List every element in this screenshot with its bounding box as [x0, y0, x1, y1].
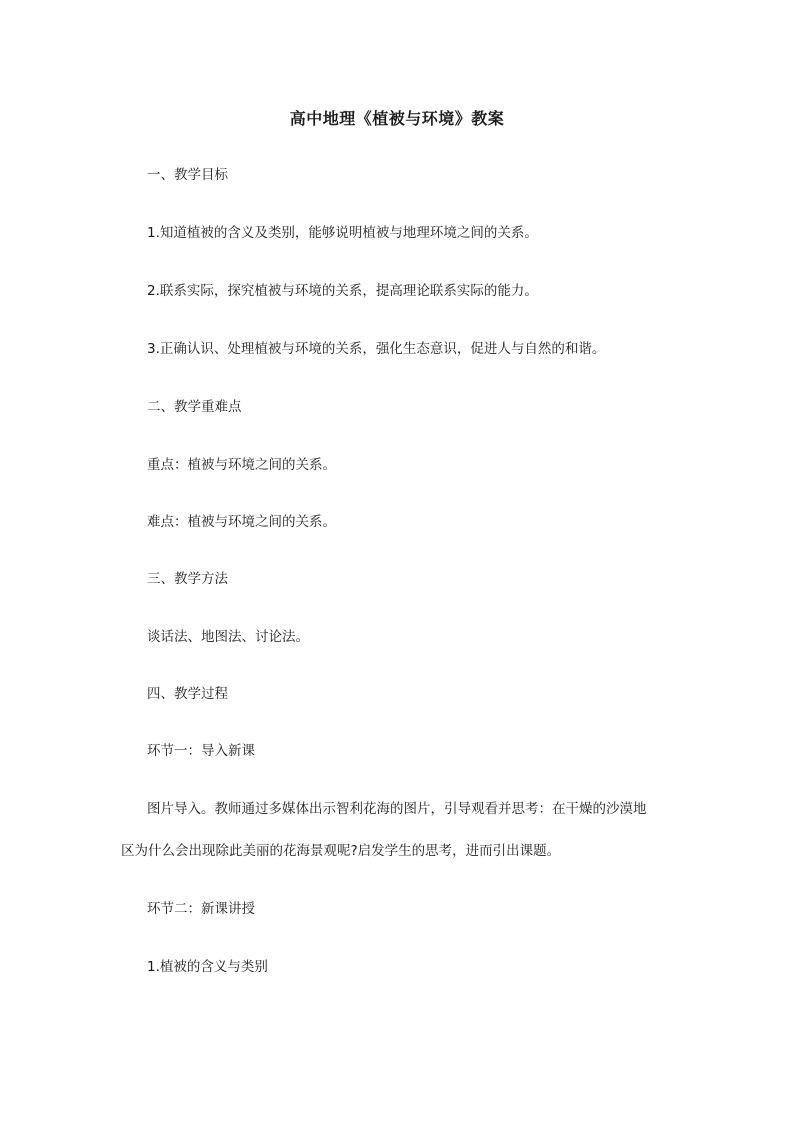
- paragraph-intro-line-1: 图片导入。教师通过多媒体出示智利花海的图片，引导观看并思考：在干燥的沙漠地: [147, 801, 647, 817]
- heading-key-difficulties: 二、教学重难点: [147, 399, 242, 415]
- heading-teaching-process: 四、教学过程: [147, 686, 228, 702]
- objective-2: 2.联系实际，探究植被与环境的关系，提高理论联系实际的能力。: [147, 283, 538, 299]
- step-1-heading: 环节一：导入新课: [147, 743, 255, 759]
- document-title: 高中地理《植被与环境》教案: [289, 109, 505, 128]
- heading-teaching-objectives: 一、教学目标: [147, 167, 228, 183]
- objective-3: 3.正确认识、处理植被与环境的关系，强化生态意识，促进人与自然的和谐。: [147, 341, 606, 357]
- step-2-heading: 环节二：新课讲授: [147, 901, 255, 917]
- teaching-methods-text: 谈话法、地图法、讨论法。: [147, 629, 309, 645]
- objective-1: 1.知道植被的含义及类别，能够说明植被与地理环境之间的关系。: [147, 225, 538, 241]
- difficult-point: 难点：植被与环境之间的关系。: [147, 514, 336, 530]
- key-point: 重点：植被与环境之间的关系。: [147, 457, 336, 473]
- subsection-1-heading: 1.植被的含义与类别: [147, 959, 268, 975]
- paragraph-intro-line-2: 区为什么会出现除此美丽的花海景观呢?启发学生的思考，进而引出课题。: [121, 843, 561, 859]
- heading-teaching-methods: 三、教学方法: [147, 571, 228, 587]
